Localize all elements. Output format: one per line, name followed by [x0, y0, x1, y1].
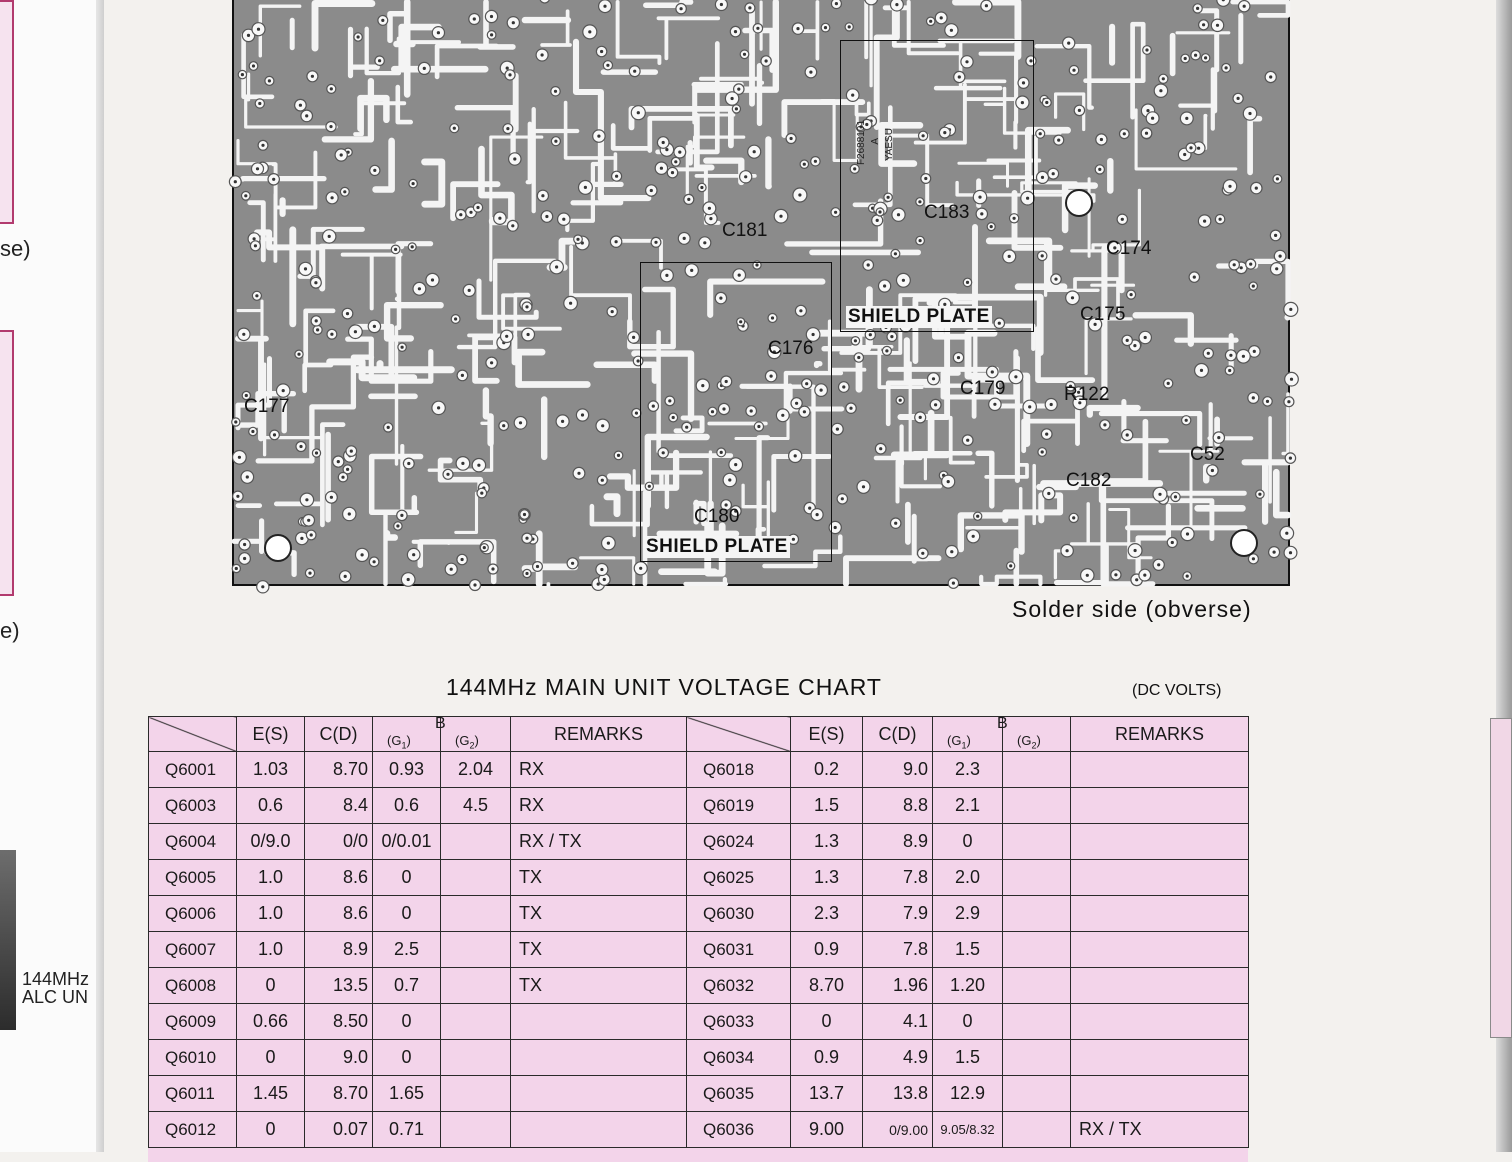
left-emitter-voltage: 1.0: [237, 860, 305, 896]
header-es-left: E(S): [237, 717, 305, 752]
board-mark-1: F2688101: [856, 120, 867, 166]
component-c177: C177: [244, 396, 290, 417]
alc-label-line1: 144MHz: [22, 969, 90, 989]
right-gate1-voltage: 2.1: [933, 788, 1003, 824]
component-c180: C180: [694, 506, 740, 527]
left-remarks: [511, 1004, 687, 1040]
table-row: [149, 896, 1249, 932]
component-c175: C175: [1080, 304, 1126, 325]
left-emitter-voltage: 0/9.0: [237, 824, 305, 860]
right-emitter-voltage: 13.7: [791, 1076, 863, 1112]
left-gate1-voltage: 0: [373, 1004, 441, 1040]
left-gate2-voltage: 2.04: [441, 752, 511, 788]
left-gate1-voltage: 0.6: [373, 788, 441, 824]
left-gate1-voltage: 0: [373, 1040, 441, 1076]
right-transistor-id: Q6032: [687, 968, 791, 1004]
right-gate2-voltage: [1003, 968, 1071, 1004]
left-transistor-id: Q6009: [149, 1004, 237, 1040]
right-gate2-voltage: [1003, 824, 1071, 860]
alc-label-line2: ALC UN: [22, 987, 89, 1007]
left-page-diagram-edge: [0, 0, 14, 224]
left-collector-voltage: 13.5: [305, 968, 373, 1004]
left-remarks: TX: [511, 932, 687, 968]
left-page-fragment-top: se): [0, 236, 31, 261]
left-emitter-voltage: 0: [237, 1112, 305, 1148]
left-gate2-voltage: [441, 896, 511, 932]
component-c179: C179: [960, 378, 1006, 399]
left-emitter-voltage: 0: [237, 1040, 305, 1076]
right-emitter-voltage: 9.00: [791, 1112, 863, 1148]
left-collector-voltage: 8.70: [305, 1076, 373, 1112]
right-remarks: [1071, 968, 1249, 1004]
left-collector-voltage: 8.6: [305, 896, 373, 932]
left-transistor-id: Q6005: [149, 860, 237, 896]
right-gate2-voltage: [1003, 1004, 1071, 1040]
header-cd-left: C(D): [305, 717, 373, 752]
chart-title: 144MHz MAIN UNIT VOLTAGE CHART: [446, 674, 882, 700]
table-row: [149, 1076, 1249, 1112]
table-row: [149, 1004, 1249, 1040]
right-remarks: [1071, 1040, 1249, 1076]
right-emitter-voltage: 0.9: [791, 932, 863, 968]
header-cd-right: C(D): [863, 717, 933, 752]
left-collector-voltage: 8.50: [305, 1004, 373, 1040]
left-remarks: [511, 1076, 687, 1112]
table-row: [149, 1112, 1249, 1148]
right-remarks: [1071, 752, 1249, 788]
table-header-row: [149, 717, 1249, 752]
header-corner-left: [149, 717, 237, 752]
right-collector-voltage: 13.8: [863, 1076, 933, 1112]
right-transistor-id: Q6035: [687, 1076, 791, 1112]
right-transistor-id: Q6031: [687, 932, 791, 968]
right-transistor-id: Q6036: [687, 1112, 791, 1148]
left-gate1-voltage: 0: [373, 860, 441, 896]
board-mark-3: YAESU: [884, 128, 895, 162]
left-page-photo: [0, 850, 16, 1030]
left-transistor-id: Q6001: [149, 752, 237, 788]
component-c183: C183: [924, 202, 970, 223]
right-emitter-voltage: 0: [791, 1004, 863, 1040]
left-transistor-id: Q6011: [149, 1076, 237, 1112]
left-gate2-voltage: [441, 860, 511, 896]
right-gate1-voltage: 0: [933, 1004, 1003, 1040]
left-remarks: TX: [511, 896, 687, 932]
left-gate2-voltage: [441, 1004, 511, 1040]
left-gate1-voltage: 0.7: [373, 968, 441, 1004]
right-collector-voltage: 8.9: [863, 824, 933, 860]
left-emitter-voltage: 0.66: [237, 1004, 305, 1040]
table-row: [149, 788, 1249, 824]
right-transistor-id: Q6025: [687, 860, 791, 896]
board-mark-2: A: [870, 138, 881, 145]
right-collector-voltage: 0/9.00: [863, 1112, 933, 1148]
right-emitter-voltage: 1.3: [791, 824, 863, 860]
shield-plate-label-upper: SHIELD PLATE: [848, 306, 990, 327]
left-collector-voltage: 0/0: [305, 824, 373, 860]
left-emitter-voltage: 1.0: [237, 896, 305, 932]
header-remarks-right: REMARKS: [1071, 717, 1249, 752]
right-gate2-voltage: [1003, 788, 1071, 824]
right-transistor-id: Q6024: [687, 824, 791, 860]
right-remarks: [1071, 932, 1249, 968]
component-c52: C52: [1190, 444, 1225, 465]
header-remarks-left: REMARKS: [511, 717, 687, 752]
right-page-tab: [1490, 718, 1512, 1038]
left-emitter-voltage: 0.6: [237, 788, 305, 824]
header-g1-right: $(G_1)$ B: [933, 717, 1003, 752]
header-g2-right: $(G_2)$: [1003, 717, 1071, 752]
header-b-right: B: [997, 715, 1008, 732]
right-gate1-voltage: 0: [933, 824, 1003, 860]
right-emitter-voltage: 1.5: [791, 788, 863, 824]
left-collector-voltage: 8.9: [305, 932, 373, 968]
right-remarks: [1071, 788, 1249, 824]
left-page-diagram-edge-2: [0, 330, 14, 596]
component-c182: C182: [1066, 470, 1112, 491]
left-remarks: RX: [511, 788, 687, 824]
right-remarks: [1071, 1076, 1249, 1112]
right-collector-voltage: 7.9: [863, 896, 933, 932]
right-gate2-voltage: [1003, 1040, 1071, 1076]
left-collector-voltage: 8.70: [305, 752, 373, 788]
left-gate2-voltage: [441, 932, 511, 968]
left-gate2-voltage: [441, 1040, 511, 1076]
table-row: [149, 824, 1249, 860]
right-gate1-voltage: 9.05/8.32: [933, 1112, 1003, 1148]
pcb-caption: Solder side (obverse): [1012, 596, 1252, 622]
right-gate2-voltage: [1003, 896, 1071, 932]
right-emitter-voltage: 0.2: [791, 752, 863, 788]
left-gate2-voltage: [441, 824, 511, 860]
left-transistor-id: Q6008: [149, 968, 237, 1004]
left-gate1-voltage: 1.65: [373, 1076, 441, 1112]
right-transistor-id: Q6019: [687, 788, 791, 824]
right-transistor-id: Q6030: [687, 896, 791, 932]
right-gate2-voltage: [1003, 860, 1071, 896]
right-remarks: [1071, 824, 1249, 860]
left-remarks: RX / TX: [511, 824, 687, 860]
left-gate2-voltage: [441, 1076, 511, 1112]
right-collector-voltage: 7.8: [863, 932, 933, 968]
left-remarks: [511, 1040, 687, 1076]
shield-plate-upper: [840, 40, 1034, 332]
right-collector-voltage: 8.8: [863, 788, 933, 824]
left-collector-voltage: 8.6: [305, 860, 373, 896]
left-gate1-voltage: 2.5: [373, 932, 441, 968]
right-gate1-voltage: 2.0: [933, 860, 1003, 896]
left-collector-voltage: 9.0: [305, 1040, 373, 1076]
left-remarks: TX: [511, 860, 687, 896]
left-emitter-voltage: 1.0: [237, 932, 305, 968]
right-collector-voltage: 4.1: [863, 1004, 933, 1040]
left-collector-voltage: 8.4: [305, 788, 373, 824]
left-transistor-id: Q6003: [149, 788, 237, 824]
right-gate2-voltage: [1003, 932, 1071, 968]
header-g2-left: $(G_2)$: [441, 717, 511, 752]
right-collector-voltage: 9.0: [863, 752, 933, 788]
component-r122: R122: [1064, 384, 1110, 405]
right-remarks: RX / TX: [1071, 1112, 1249, 1148]
table-row: [149, 860, 1249, 896]
left-gate1-voltage: 0/0.01: [373, 824, 441, 860]
alc-unit-label: [22, 970, 89, 1006]
left-transistor-id: Q6007: [149, 932, 237, 968]
right-collector-voltage: 4.9: [863, 1040, 933, 1076]
page-gutter: [96, 0, 104, 1152]
left-page-edge: [0, 0, 104, 1152]
chart-unit: (DC VOLTS): [1132, 682, 1222, 699]
right-gate2-voltage: [1003, 752, 1071, 788]
right-gate1-voltage: 2.9: [933, 896, 1003, 932]
component-c174: C174: [1106, 238, 1152, 259]
left-emitter-voltage: 1.45: [237, 1076, 305, 1112]
table-row: [149, 1040, 1249, 1076]
right-gate2-voltage: [1003, 1112, 1071, 1148]
left-page-fragment-bottom: e): [0, 618, 20, 643]
right-collector-voltage: 1.96: [863, 968, 933, 1004]
left-gate2-voltage: [441, 968, 511, 1004]
left-remarks: [511, 1112, 687, 1148]
left-gate1-voltage: 0: [373, 896, 441, 932]
right-remarks: [1071, 896, 1249, 932]
component-c176: C176: [768, 338, 814, 359]
left-gate1-voltage: 0.93: [373, 752, 441, 788]
right-gate1-voltage: 1.5: [933, 932, 1003, 968]
right-remarks: [1071, 1004, 1249, 1040]
left-transistor-id: Q6010: [149, 1040, 237, 1076]
right-gate2-voltage: [1003, 1076, 1071, 1112]
header-b-left: B: [435, 715, 446, 732]
left-gate2-voltage: 4.5: [441, 788, 511, 824]
left-emitter-voltage: 0: [237, 968, 305, 1004]
left-transistor-id: Q6012: [149, 1112, 237, 1148]
right-gate1-voltage: 1.5: [933, 1040, 1003, 1076]
right-gate1-voltage: 2.3: [933, 752, 1003, 788]
header-corner-right: [687, 717, 791, 752]
right-gate1-voltage: 12.9: [933, 1076, 1003, 1112]
left-remarks: TX: [511, 968, 687, 1004]
right-remarks: [1071, 860, 1249, 896]
header-es-right: E(S): [791, 717, 863, 752]
left-emitter-voltage: 1.03: [237, 752, 305, 788]
left-transistor-id: Q6004: [149, 824, 237, 860]
right-transistor-id: Q6034: [687, 1040, 791, 1076]
shield-plate-label-lower: SHIELD PLATE: [646, 536, 788, 557]
table-row: [149, 752, 1249, 788]
right-emitter-voltage: 2.3: [791, 896, 863, 932]
left-gate1-voltage: 0.71: [373, 1112, 441, 1148]
left-transistor-id: Q6006: [149, 896, 237, 932]
right-transistor-id: Q6033: [687, 1004, 791, 1040]
right-transistor-id: Q6018: [687, 752, 791, 788]
table-row: [149, 932, 1249, 968]
right-gate1-voltage: 1.20: [933, 968, 1003, 1004]
left-collector-voltage: 0.07: [305, 1112, 373, 1148]
right-collector-voltage: 7.8: [863, 860, 933, 896]
right-emitter-voltage: 0.9: [791, 1040, 863, 1076]
voltage-chart-table: [148, 716, 1248, 1162]
header-g1-left: $(G_1)$ B: [373, 717, 441, 752]
left-remarks: RX: [511, 752, 687, 788]
component-c181: C181: [722, 220, 768, 241]
left-gate2-voltage: [441, 1112, 511, 1148]
table-row: [149, 968, 1249, 1004]
pcb-solder-side-view: [232, 0, 1290, 586]
right-emitter-voltage: 1.3: [791, 860, 863, 896]
right-emitter-voltage: 8.70: [791, 968, 863, 1004]
